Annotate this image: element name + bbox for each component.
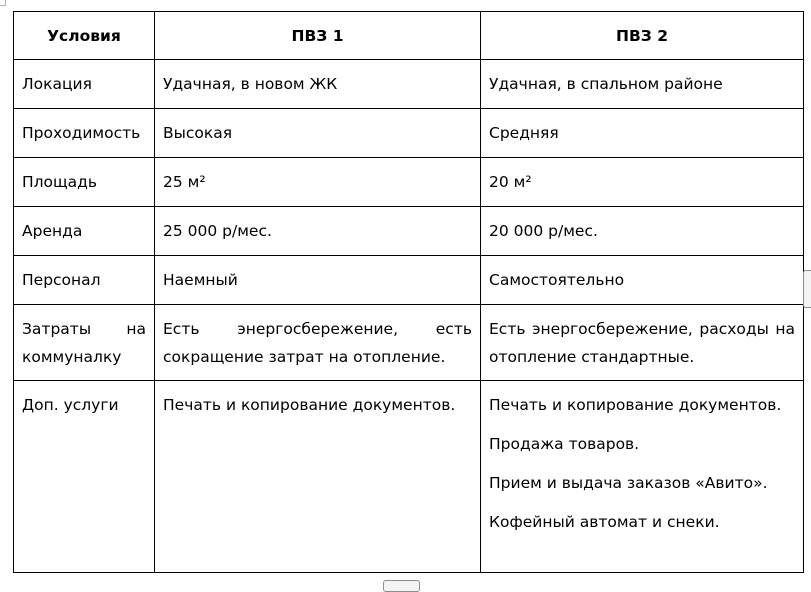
row-label: Площадь [14, 158, 155, 207]
pvz1-cell: 25 м² [155, 158, 481, 207]
row-label: Проходимость [14, 109, 155, 158]
pvz1-cell: Высокая [155, 109, 481, 158]
table-row [14, 256, 804, 305]
row-label: Персонал [14, 256, 155, 305]
table-header-row [14, 12, 804, 60]
table-row [14, 158, 804, 207]
service-item: Печать и копирование документов. [489, 396, 782, 414]
table-row [14, 305, 804, 381]
table-move-handle[interactable] [0, 0, 6, 6]
pvz2-cell: 20 000 р/мес. [481, 207, 804, 256]
table-row [14, 109, 804, 158]
header-pvz2: ПВЗ 2 [481, 12, 804, 60]
pvz1-cell: 25 000 р/мес. [155, 207, 481, 256]
service-item: Продажа товаров. [489, 435, 640, 453]
pvz2-cell: 20 м² [481, 158, 804, 207]
table-row [14, 60, 804, 109]
row-label: Доп. услуги [14, 381, 155, 573]
service-item: Прием и выдача заказов «Авито». [489, 474, 768, 492]
table-resize-handle[interactable] [803, 270, 811, 308]
pvz1-cell: Есть энергосбережение, есть сокращение затрат на отопление. [155, 305, 481, 381]
row-label: Аренда [14, 207, 155, 256]
table-row [14, 381, 804, 573]
pvz2-cell: Есть энергосбережение, расходы на отопление стандартные. [481, 305, 804, 381]
pvz2-cell: Самостоятельно [481, 256, 804, 305]
table-row [14, 207, 804, 256]
pvz2-cell [481, 381, 804, 573]
comparison-table [13, 11, 804, 573]
pvz1-cell: Наемный [155, 256, 481, 305]
pvz2-cell: Средняя [481, 109, 804, 158]
pvz1-cell: Печать и копирование документов. [155, 381, 481, 573]
pvz2-cell: Удачная, в спальном районе [481, 60, 804, 109]
row-label: Локация [14, 60, 155, 109]
row-label: Затраты на коммуналку [14, 305, 155, 381]
add-row-handle[interactable] [383, 580, 420, 592]
pvz1-cell: Удачная, в новом ЖК [155, 60, 481, 109]
service-item: Кофейный автомат и снеки. [489, 513, 720, 531]
header-pvz1: ПВЗ 1 [155, 12, 481, 60]
header-conditions: Условия [14, 12, 155, 60]
